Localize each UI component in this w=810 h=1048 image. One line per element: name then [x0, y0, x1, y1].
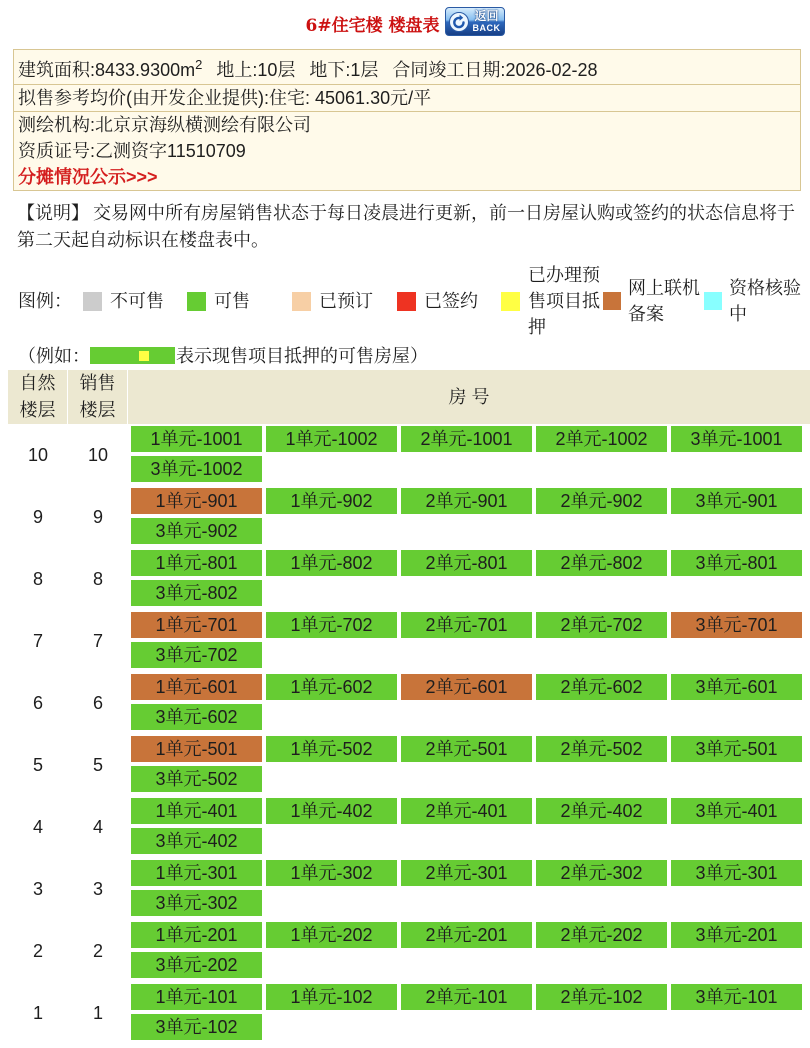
- back-button-text: [473, 10, 501, 33]
- floor-row: [8, 486, 810, 548]
- legend-text-available: 可售: [214, 291, 250, 311]
- natural-floor-cell: 1: [32, 1002, 43, 1023]
- reference-price-value: 45061.30元/平: [315, 88, 432, 108]
- room-cell[interactable]: 2单元-701: [401, 612, 532, 638]
- room-cell[interactable]: 1单元-601: [131, 674, 262, 700]
- legend-item-signed: [397, 262, 478, 340]
- room-cell[interactable]: 1单元-1001: [131, 426, 262, 452]
- room-grid: [128, 734, 802, 796]
- floor-row: [8, 548, 810, 610]
- room-cell[interactable]: 1单元-1002: [266, 426, 397, 452]
- natural-floor-cell: 7: [32, 630, 43, 651]
- example-prefix: （例如：: [18, 346, 90, 366]
- room-grid: [128, 858, 802, 920]
- legend-text-signed: 已签约: [424, 291, 478, 311]
- header-room-number-text: 房 号: [448, 386, 490, 407]
- sales-floor-cell: 2: [92, 940, 103, 961]
- room-cell[interactable]: 3单元-301: [671, 860, 802, 886]
- completion-date: [392, 60, 597, 80]
- sales-floor-cell: 7: [92, 630, 103, 651]
- reference-price-label: 拟售参考均价(由开发企业提供):: [18, 88, 269, 108]
- above-ground-value: 10层: [257, 60, 296, 80]
- survey-agency-label: 测绘机构:: [18, 115, 96, 135]
- floor-row: [8, 734, 810, 796]
- header-natural-floor-text: 自然楼层: [19, 373, 56, 420]
- room-cell[interactable]: 2单元-101: [401, 984, 532, 1010]
- back-button[interactable]: [445, 7, 505, 36]
- legend-label: 图例：: [18, 291, 72, 311]
- floor-row: [8, 610, 810, 672]
- natural-floor-cell: 2: [32, 940, 43, 961]
- room-cell[interactable]: 3单元-601: [671, 674, 802, 700]
- header-sales-floor-text: 销售楼层: [79, 373, 116, 420]
- title-row: [0, 6, 810, 36]
- room-cell[interactable]: 3单元-801: [671, 550, 802, 576]
- room-cell[interactable]: 2单元-601: [401, 674, 532, 700]
- room-cell[interactable]: 3单元-702: [131, 642, 262, 668]
- room-cell[interactable]: 1单元-901: [131, 488, 262, 514]
- room-cell[interactable]: 2单元-102: [536, 984, 667, 1010]
- floor-area-unit: m: [180, 60, 196, 80]
- room-cell[interactable]: 1单元-502: [266, 736, 397, 762]
- below-ground-label: 地下:: [309, 60, 351, 80]
- room-cell[interactable]: 3单元-502: [131, 766, 262, 792]
- floor-row: [8, 858, 810, 920]
- sales-floor-cell: 1: [92, 1002, 103, 1023]
- room-grid: [128, 672, 802, 734]
- legend-swatch-mortgaged: [501, 292, 520, 311]
- floor-area-value: 8433.9300: [95, 60, 181, 80]
- floor-row: [8, 796, 810, 858]
- sales-floor-cell: 9: [92, 506, 103, 527]
- allocation-disclosure-row: [18, 164, 796, 190]
- natural-floor-cell: 4: [32, 816, 43, 837]
- room-cell[interactable]: 2单元-401: [401, 798, 532, 824]
- legend-item-verifying: [704, 262, 802, 340]
- floor-area-unit-exponent: 2: [195, 57, 203, 72]
- natural-floor-cell: 6: [32, 692, 43, 713]
- legend-item-filed: [603, 262, 701, 340]
- legend-item-available: [187, 262, 250, 340]
- table-header: [8, 370, 810, 424]
- room-cell[interactable]: 2单元-602: [536, 674, 667, 700]
- legend-example: [18, 342, 428, 368]
- notice-text: 交易网中所有房屋销售状态于每日凌晨进行更新，前一日房屋认购或签约的状态信息将于第二天起自动标识在楼盘表中。: [17, 203, 795, 250]
- room-cell[interactable]: 2单元-502: [536, 736, 667, 762]
- legend-swatch-reserved: [292, 292, 311, 311]
- legend: [0, 262, 810, 340]
- room-cell[interactable]: 1单元-902: [266, 488, 397, 514]
- survey-info-block: [14, 112, 800, 190]
- room-grid: [128, 982, 802, 1044]
- notice-label: 【说明】: [17, 203, 89, 223]
- room-cell[interactable]: 3单元-101: [671, 984, 802, 1010]
- room-cell[interactable]: 2单元-402: [536, 798, 667, 824]
- room-cell[interactable]: 3单元-802: [131, 580, 262, 606]
- room-grid: [128, 920, 802, 982]
- natural-floor-cell: 8: [32, 568, 43, 589]
- legend-swatch-verifying: [704, 292, 722, 310]
- room-cell[interactable]: 1单元-301: [131, 860, 262, 886]
- room-cell[interactable]: 3单元-202: [131, 952, 262, 978]
- room-cell[interactable]: 2单元-201: [401, 922, 532, 948]
- house-table: [8, 370, 810, 1044]
- room-cell[interactable]: 3单元-501: [671, 736, 802, 762]
- room-grid: [128, 548, 802, 610]
- back-arrow-icon: [448, 11, 470, 33]
- floor-area-label: 建筑面积:: [18, 60, 96, 80]
- reference-price-category: 住宅:: [269, 88, 311, 108]
- natural-floor-cell: 9: [32, 506, 43, 527]
- room-cell[interactable]: 1单元-701: [131, 612, 262, 638]
- legend-item-reserved: [292, 262, 373, 340]
- room-grid: [128, 610, 802, 672]
- room-grid: [128, 796, 802, 858]
- room-cell[interactable]: 1单元-801: [131, 550, 262, 576]
- example-swatch: [90, 347, 175, 364]
- room-cell[interactable]: 3单元-602: [131, 704, 262, 730]
- natural-floor-cell: 3: [32, 878, 43, 899]
- below-ground-value: 1层: [350, 60, 379, 80]
- room-cell[interactable]: 1单元-102: [266, 984, 397, 1010]
- sales-floor-cell: 6: [92, 692, 103, 713]
- room-cell[interactable]: 1单元-402: [266, 798, 397, 824]
- back-label-en: BACK: [472, 23, 501, 33]
- sales-floor-cell: 10: [87, 444, 109, 465]
- floor-row: [8, 982, 810, 1044]
- room-cell[interactable]: 1单元-302: [266, 860, 397, 886]
- room-cell[interactable]: 1单元-702: [266, 612, 397, 638]
- certificate-value: 乙测资字11510709: [95, 141, 246, 161]
- survey-agency: [18, 112, 796, 138]
- survey-agency-value: 北京京海纵横测绘有限公司: [95, 115, 312, 135]
- table-body: [8, 424, 810, 1044]
- room-cell[interactable]: 3单元-701: [671, 612, 802, 638]
- natural-floor-cell: 10: [27, 444, 49, 465]
- legend-swatch-filed: [603, 292, 621, 310]
- qualification-certificate: [18, 138, 796, 164]
- notice: [17, 200, 809, 254]
- room-cell[interactable]: 3单元-302: [131, 890, 262, 916]
- floor-row: [8, 672, 810, 734]
- sales-floor-cell: 4: [92, 816, 103, 837]
- completion-date-value: 2026-02-28: [505, 60, 598, 80]
- legend-text-filed: 网上联机备案: [628, 278, 700, 324]
- legend-text-verifying: 资格核验中: [729, 278, 801, 324]
- above-ground-label: 地上:: [216, 60, 258, 80]
- example-suffix: 表示现售项目抵押的可售房屋）: [176, 346, 428, 366]
- room-cell[interactable]: 3单元-102: [131, 1014, 262, 1040]
- floor-row: [8, 424, 810, 486]
- room-cell[interactable]: 2单元-702: [536, 612, 667, 638]
- room-grid: [128, 424, 802, 486]
- room-cell[interactable]: 3单元-401: [671, 798, 802, 824]
- legend-text-unavailable: 不可售: [110, 291, 164, 311]
- room-cell[interactable]: 1单元-202: [266, 922, 397, 948]
- room-cell[interactable]: 2单元-302: [536, 860, 667, 886]
- room-cell[interactable]: 3单元-402: [131, 828, 262, 854]
- room-cell[interactable]: 1单元-401: [131, 798, 262, 824]
- above-ground-floors: [216, 60, 295, 80]
- room-cell[interactable]: 3单元-1001: [671, 426, 802, 452]
- legend-swatch-unavailable: [83, 292, 102, 311]
- room-cell[interactable]: 2单元-801: [401, 550, 532, 576]
- room-cell[interactable]: 1单元-802: [266, 550, 397, 576]
- legend-swatch-available: [187, 292, 206, 311]
- room-cell[interactable]: 1单元-201: [131, 922, 262, 948]
- room-cell[interactable]: 2单元-802: [536, 550, 667, 576]
- back-label-cn: 返回: [474, 9, 499, 23]
- sales-floor-cell: 8: [92, 568, 103, 589]
- room-cell[interactable]: 2单元-501: [401, 736, 532, 762]
- room-cell[interactable]: 3单元-902: [131, 518, 262, 544]
- room-cell[interactable]: 3单元-201: [671, 922, 802, 948]
- floor-area: [18, 57, 203, 80]
- legend-swatch-signed: [397, 292, 416, 311]
- room-cell[interactable]: 2单元-301: [401, 860, 532, 886]
- example-mortgage-marker: [139, 351, 149, 361]
- legend-item-unavailable: [83, 262, 164, 340]
- reference-price-row: [14, 85, 800, 112]
- room-cell[interactable]: 1单元-602: [266, 674, 397, 700]
- room-cell[interactable]: 2单元-901: [401, 488, 532, 514]
- allocation-disclosure-link[interactable]: 分摊情况公示>>>: [18, 167, 158, 187]
- page-title: 6#住宅楼 楼盘表: [305, 16, 440, 36]
- room-cell[interactable]: 2单元-902: [536, 488, 667, 514]
- room-cell[interactable]: 2单元-202: [536, 922, 667, 948]
- building-summary-row: [14, 50, 800, 85]
- legend-item-mortgaged: [501, 262, 601, 340]
- certificate-label: 资质证号:: [18, 141, 96, 161]
- legend-text-mortgaged: 已办理预售项目抵押: [528, 265, 600, 337]
- building-info-panel: [13, 49, 801, 191]
- room-cell[interactable]: 2单元-1002: [536, 426, 667, 452]
- header-room-number: [128, 370, 810, 424]
- below-ground-floors: [309, 60, 378, 80]
- header-sales-floor: [68, 370, 128, 424]
- room-cell[interactable]: 2单元-1001: [401, 426, 532, 452]
- room-cell[interactable]: 3单元-1002: [131, 456, 262, 482]
- natural-floor-cell: 5: [32, 754, 43, 775]
- legend-text-reserved: 已预订: [319, 291, 373, 311]
- room-cell[interactable]: 1单元-501: [131, 736, 262, 762]
- header-natural-floor: [8, 370, 68, 424]
- sales-floor-cell: 3: [92, 878, 103, 899]
- floor-row: [8, 920, 810, 982]
- room-grid: [128, 486, 802, 548]
- room-cell[interactable]: 3单元-901: [671, 488, 802, 514]
- room-cell[interactable]: 1单元-101: [131, 984, 262, 1010]
- completion-date-label: 合同竣工日期:: [392, 60, 506, 80]
- sales-floor-cell: 5: [92, 754, 103, 775]
